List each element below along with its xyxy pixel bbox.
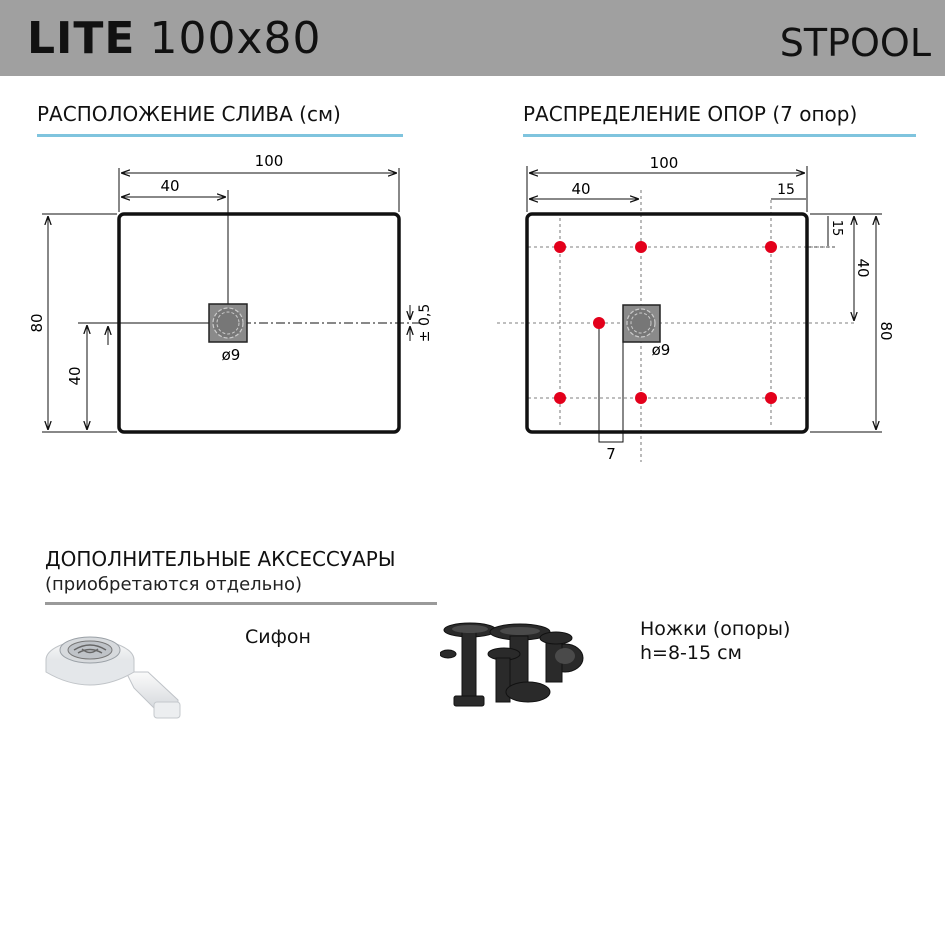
drain-location-diagram: [0, 140, 470, 460]
support-dot: [635, 241, 647, 253]
support-offset-label: 7: [606, 445, 616, 463]
legs-label: Ножки (опоры): [640, 618, 791, 640]
accessories-subtitle: (приобретаются отдельно): [45, 574, 303, 595]
support-legs-icon: [440, 618, 590, 718]
supports-section-title: РАСПРЕДЕЛЕНИЕ ОПОР (7 опор): [523, 102, 858, 126]
accessories-underline: [45, 602, 437, 605]
siphon-icon: [38, 620, 188, 725]
support-dot: [765, 392, 777, 404]
supports-diagram: [470, 140, 945, 470]
tolerance-label: ± 0,5: [417, 303, 433, 343]
drain-section-title: РАСПОЛОЖЕНИЕ СЛИВА (см): [37, 102, 341, 126]
support-height-label: 80: [877, 321, 895, 341]
support-dot: [635, 392, 647, 404]
drain-x-label: 40: [160, 177, 180, 195]
model-title: [27, 14, 322, 64]
width-label: 100: [254, 152, 284, 170]
drain-section-underline: [37, 134, 403, 137]
support-dot: [593, 317, 605, 329]
height-label: 80: [28, 313, 46, 333]
support-dot: [765, 241, 777, 253]
legs-height-detail: h=8-15 см: [640, 642, 742, 664]
model-name: LITE: [27, 13, 136, 64]
support-dot: [554, 392, 566, 404]
support-width-label: 100: [649, 154, 679, 172]
header-bar: [0, 0, 945, 76]
brand-name: STPOOL: [779, 21, 931, 65]
support-offset-bracket: [599, 323, 623, 442]
support-drain-x-label: 40: [571, 180, 591, 198]
support-drain-y-label: 40: [854, 258, 872, 278]
siphon-label: Сифон: [245, 626, 311, 648]
edge-offset-x-label: 15: [777, 182, 795, 198]
edge-offset-y-label: 15: [829, 219, 844, 237]
accessories-title: ДОПОЛНИТЕЛЬНЫЕ АКСЕССУАРЫ: [45, 547, 396, 571]
model-size: 100x80: [149, 13, 322, 64]
drain-diameter-label: ø9: [221, 346, 241, 364]
supports-section-underline: [523, 134, 916, 137]
drain-y-label: 40: [66, 366, 84, 386]
support-dot: [554, 241, 566, 253]
support-drain-diameter-label: ø9: [651, 341, 671, 359]
